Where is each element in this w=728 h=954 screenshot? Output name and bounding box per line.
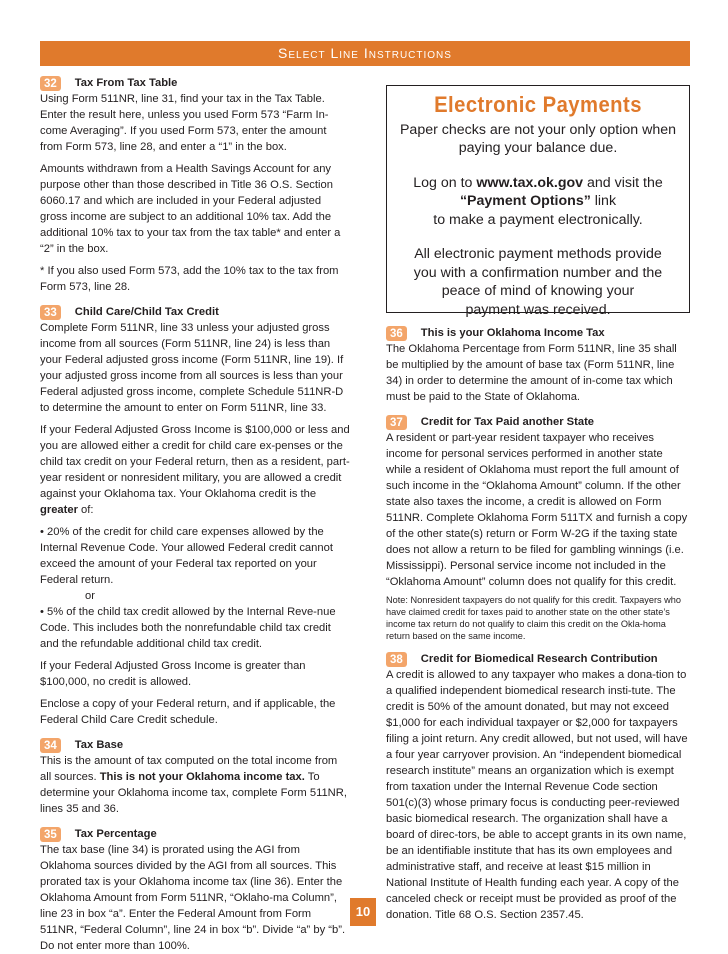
electronic-payments-box: [386, 85, 690, 318]
box-paragraph: Paper checks are not your only option when paying your balance due.: [399, 121, 677, 156]
line-36-heading: [386, 325, 690, 341]
section-title: Tax Percentage: [74, 828, 157, 840]
text: Log on to: [413, 174, 477, 191]
section-title: This is your Oklahoma Income Tax: [420, 327, 605, 339]
line-number-badge: 36: [386, 326, 407, 341]
line-33-heading: [40, 304, 350, 320]
box-paragraph: [387, 174, 689, 230]
paragraph: The Oklahoma Percentage from Form 511NR, line 35 shall be multiplied by the amount of base tax (Form 511NR, line 34) in order to determine the amount of in-come tax which must be paid to the State of Oklahoma.: [386, 343, 677, 403]
note: Note: Nonresident taxpayers do not qualify for this credit. Taxpayers who have claimed credit for taxes paid to another state on the other state’s income tax return do not qualify to claim this credit on the Okla-homa return based on the same income.: [386, 595, 682, 641]
line-38-heading: [386, 651, 690, 667]
line-35-heading: [40, 826, 350, 842]
paragraph: [40, 422, 350, 518]
text: to make a payment electronically.: [433, 211, 643, 228]
emphasis: greater: [40, 504, 78, 516]
line-32-heading: [40, 75, 350, 91]
emphasis: This is not your Oklahoma income tax.: [99, 771, 305, 783]
section-title: Credit for Biomedical Research Contribution: [420, 653, 658, 665]
text: This is the amount of tax computed on the total income from all sources.: [40, 755, 338, 783]
left-column: [40, 72, 350, 954]
emphasis: “Payment Options”: [459, 193, 591, 209]
paragraph: The tax base (line 34) is prorated using the AGI from Oklahoma sources divided by the AGI from all sources. This prorated tax is your Oklahoma income tax (line 36). Enter the Oklahoma Amount from Form 511NR, “Oklaho-ma Column”, line 23 in box “a”. Enter the Federal Amount from Form 511NR, “Federal Column”, line 24 in box “b”. Divide “a” by “b”. Do not enter more than 100%.: [40, 844, 346, 952]
section-title: Child Care/Child Tax Credit: [74, 306, 219, 318]
paragraph: Enclose a copy of your Federal return, and if applicable, the Federal Child Care Credit schedule.: [40, 698, 336, 726]
section-header: Select Line Instructions: [40, 41, 690, 66]
text: and visit the: [583, 174, 663, 191]
section-title: Tax Base: [74, 739, 124, 751]
line-34-heading: [40, 737, 350, 753]
text: To determine your Oklahoma income tax, complete Form 511NR, lines 35 and 36.: [40, 771, 347, 815]
section-title: Tax From Tax Table: [74, 77, 178, 89]
paragraph: A resident or part-year resident taxpayer who receives income for personal services performed in another state while a resident of Oklahoma must report the full amount of such income in the “Oklahoma Amount” column. If the other state also taxes the income, a credit is allowed on Form 511NR. Complete Oklahoma Form 511TX and furnish a copy of the other state(s) return or Form W-2G if the taxing state does not allow a return to be filed for gambling winnings (i.e. Mississippi). Personal service income not included in the “Oklahoma Amount” column does not qualify for this credit.: [386, 432, 688, 588]
website-link[interactable]: www.tax.ok.gov: [476, 174, 584, 191]
paragraph: A credit is allowed to any taxpayer who makes a dona-tion to a qualified independent biomedical research insti-tute. The credit is 50% of the amount donated, but may not exceed $1,000 for each individual taxpayer or $2,000 for taxpayers filing a joint return. Any credit allowed, but not used, will have a four year carryover provision. An “independent biomedical research institute” means an organization which is exempt from taxation under the Internal Revenue Code section 501(c)(3) whose primary focus is conducting peer-reviewed basic biomedical research. The organization shall have a board of direc-tors, be able to accept grants in its own name, be an identifiable institute that has its own employees and administrative staff, and receive at least $15 million in National Institute of Health funding each year. A copy of the canceled check or receipt must be provided as proof of the donation. Title 68 O.S. Section 2357.45.: [386, 669, 688, 921]
box-title: Electronic Payments: [434, 92, 642, 117]
line-number-badge: 34: [40, 738, 61, 753]
bullet-item: • 5% of the child tax credit allowed by the Internal Reve-nue Code. This includes both the nonrefundable child tax credit and the refundable additional child tax credit.: [40, 606, 336, 650]
text: of:: [77, 504, 94, 516]
or-text: or: [85, 590, 95, 602]
line-number-badge: 33: [40, 305, 61, 320]
paragraph: Using Form 511NR, line 31, find your tax in the Tax Table. Enter the result here, unless you used Form 573 “Farm In-come Averaging”. If you used Form 573, enter the amount from Form 573, line 28, and enter a “1” in the box.: [40, 93, 329, 153]
section-title: Credit for Tax Paid another State: [420, 416, 595, 428]
bullet-item: • 20% of the credit for child care expenses allowed by the Internal Revenue Code. Your allowed Federal credit cannot exceed the amount of your Federal tax reported on your Federal return.: [40, 526, 333, 586]
line-number-badge: 37: [386, 415, 407, 430]
footnote: * If you also used Form 573, add the 10% tax to the tax from Form 573, line 28.: [40, 265, 339, 293]
paragraph: Complete Form 511NR, line 33 unless your adjusted gross income from all sources (Form 511NR, line 24) is less than your Federal adjusted gross income (Form 511NR, line 19). If your adjusted gross income from all sources is less than your Federal adjusted gross income, complete Schedule 511NR-D to determine the amount to enter on Form 511NR, line 33.: [40, 322, 344, 414]
box-paragraph: All electronic payment methods provide you with a confirmation number and the peace of mind of knowing your payment was received.: [413, 246, 663, 318]
line-number-badge: 32: [40, 76, 61, 91]
text: If your Federal Adjusted Gross Income is $100,000 or less and you are allowed either a credit for child care ex-penses or the child tax credit on your Federal return, then as a resident, part-year resident or nonresident military, you are allowed a credit against your Oklahoma tax. Your Oklahoma credit is the: [40, 424, 350, 500]
line-number-badge: 35: [40, 827, 61, 842]
line-37-heading: [386, 414, 690, 430]
paragraph: [40, 753, 350, 817]
right-column: [386, 322, 690, 923]
paragraph: If your Federal Adjusted Gross Income is greater than $100,000, no credit is allowed.: [40, 660, 306, 688]
paragraph: Amounts withdrawn from a Health Savings Account for any purpose other than those described in Title 36 O.S. Section 6060.17 and which are included in your Federal adjusted gross income are subject to an additional 10% tax. Add the additional 10% tax to your tax from the tax table* and enter a “2” in the box.: [40, 163, 341, 255]
page-number: 10: [350, 898, 376, 926]
line-number-badge: 38: [386, 652, 407, 667]
text: link: [590, 193, 617, 209]
